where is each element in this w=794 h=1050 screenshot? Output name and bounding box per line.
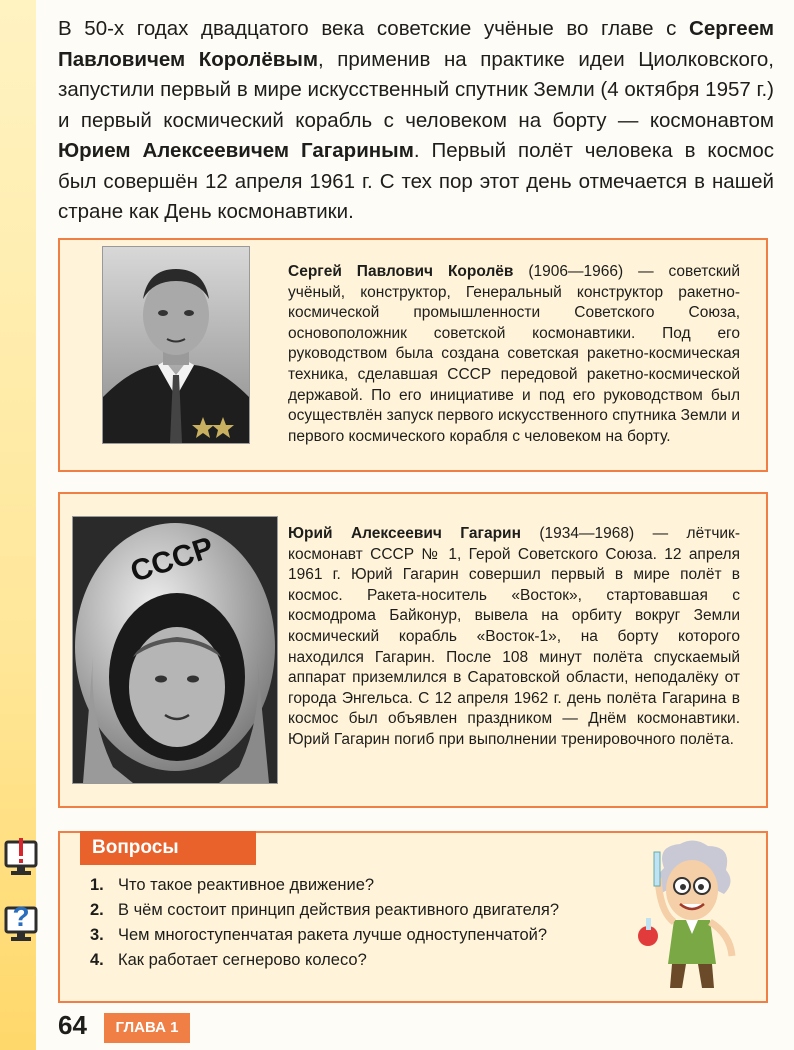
question-item: [90, 948, 559, 973]
gagarin-name: Юрий Алексеевич Гагарин: [288, 525, 521, 542]
gagarin-description: (1934—1968) — лётчик-космонавт СССР № 1, Герой Советского Союза. 12 апреля 1961 г. Юрий Гагарин совершил первый в мире полёт в космос. Ракета-носитель «Восток», стартовавшая с космодрома Байконур, вывела на орбиту вокруг Земли космический корабль «Восток-1», на борту которого находился Гагарин. После 108 минут полёта спускаемый аппарат приземлился в Саратовской области, неподалёку от города Энгельса. С 12 апреля 1962 г. день полёта Гагарина в космос был объявлен праздником — Днём космонавтики. Юрий Гагарин погиб при выполнении тренировочного полёта.: [288, 525, 740, 748]
question-number: 4.: [90, 951, 104, 969]
svg-text:?: ?: [12, 901, 30, 932]
question-number: 1.: [90, 876, 104, 894]
margin-strip: [0, 0, 36, 1050]
intro-text: , применив на практике идеи Циолковского, запустили первый в мире искусственный спутник Земли (4 октября 1957 г.) и первый космический корабль с человеком на борту — космонавтом: [58, 47, 775, 132]
chapter-label: ГЛАВА 1: [104, 1013, 190, 1043]
intro-text: . Первый полёт человека в космос был совершён 12 апреля 1961 г. С тех пор этот день отмечается в нашей стране как День космонавтики.: [58, 139, 775, 223]
question-number: 2.: [90, 901, 104, 919]
helmet-lettering: СССР: [126, 531, 218, 589]
gagarin-bio-box: [58, 492, 768, 808]
question-number: 3.: [90, 926, 104, 944]
korolev-photo: [102, 246, 250, 444]
question-text: Что такое реактивное движение?: [118, 876, 375, 894]
computer-exclamation-icon: [4, 838, 38, 883]
korolev-bio-box: [58, 238, 768, 472]
intro-paragraph: [58, 14, 774, 228]
questions-list: [90, 873, 559, 973]
question-item: [90, 898, 559, 923]
korolev-name: Сергей Павлович Королёв: [288, 263, 514, 280]
page-number: 64: [58, 1010, 87, 1040]
korolev-bio-text: [288, 262, 740, 447]
korolev-description: (1906—1966) — советский учёный, конструктор, Генеральный конструктор ракетно-космической промышленности Советского Союза, основоположник советской космонавтики. Под его руководством была создана советская ракетно-космическая техника, сделавшая СССР передовой ракетно-космической державой. По его инициативе и под его руководством был осуществлён запуск первого искусственного спутника Земли и первого космического корабля с человеком на борту.: [288, 263, 740, 445]
question-item: [90, 923, 559, 948]
korolev-name-bold: Сергеем Павловичем Королёвым: [58, 17, 774, 71]
question-item: [90, 873, 559, 898]
question-text: Чем многоступенчатая ракета лучше одноступенчатой?: [118, 926, 548, 944]
scientist-illustration: [636, 838, 746, 999]
question-text: Как работает сегнерово колесо?: [118, 951, 367, 969]
questions-title: Вопросы: [80, 831, 256, 865]
gagarin-name-bold: Юрием Алексеевичем Гагариным: [58, 139, 414, 162]
gagarin-photo: [72, 516, 278, 784]
question-text: В чём состоит принцип действия реактивного двигателя?: [118, 901, 560, 919]
intro-text: В 50-х годах двадцатого века советские учёные во главе с: [58, 17, 690, 40]
gagarin-bio-text: [288, 524, 740, 751]
computer-question-icon: [4, 896, 38, 947]
